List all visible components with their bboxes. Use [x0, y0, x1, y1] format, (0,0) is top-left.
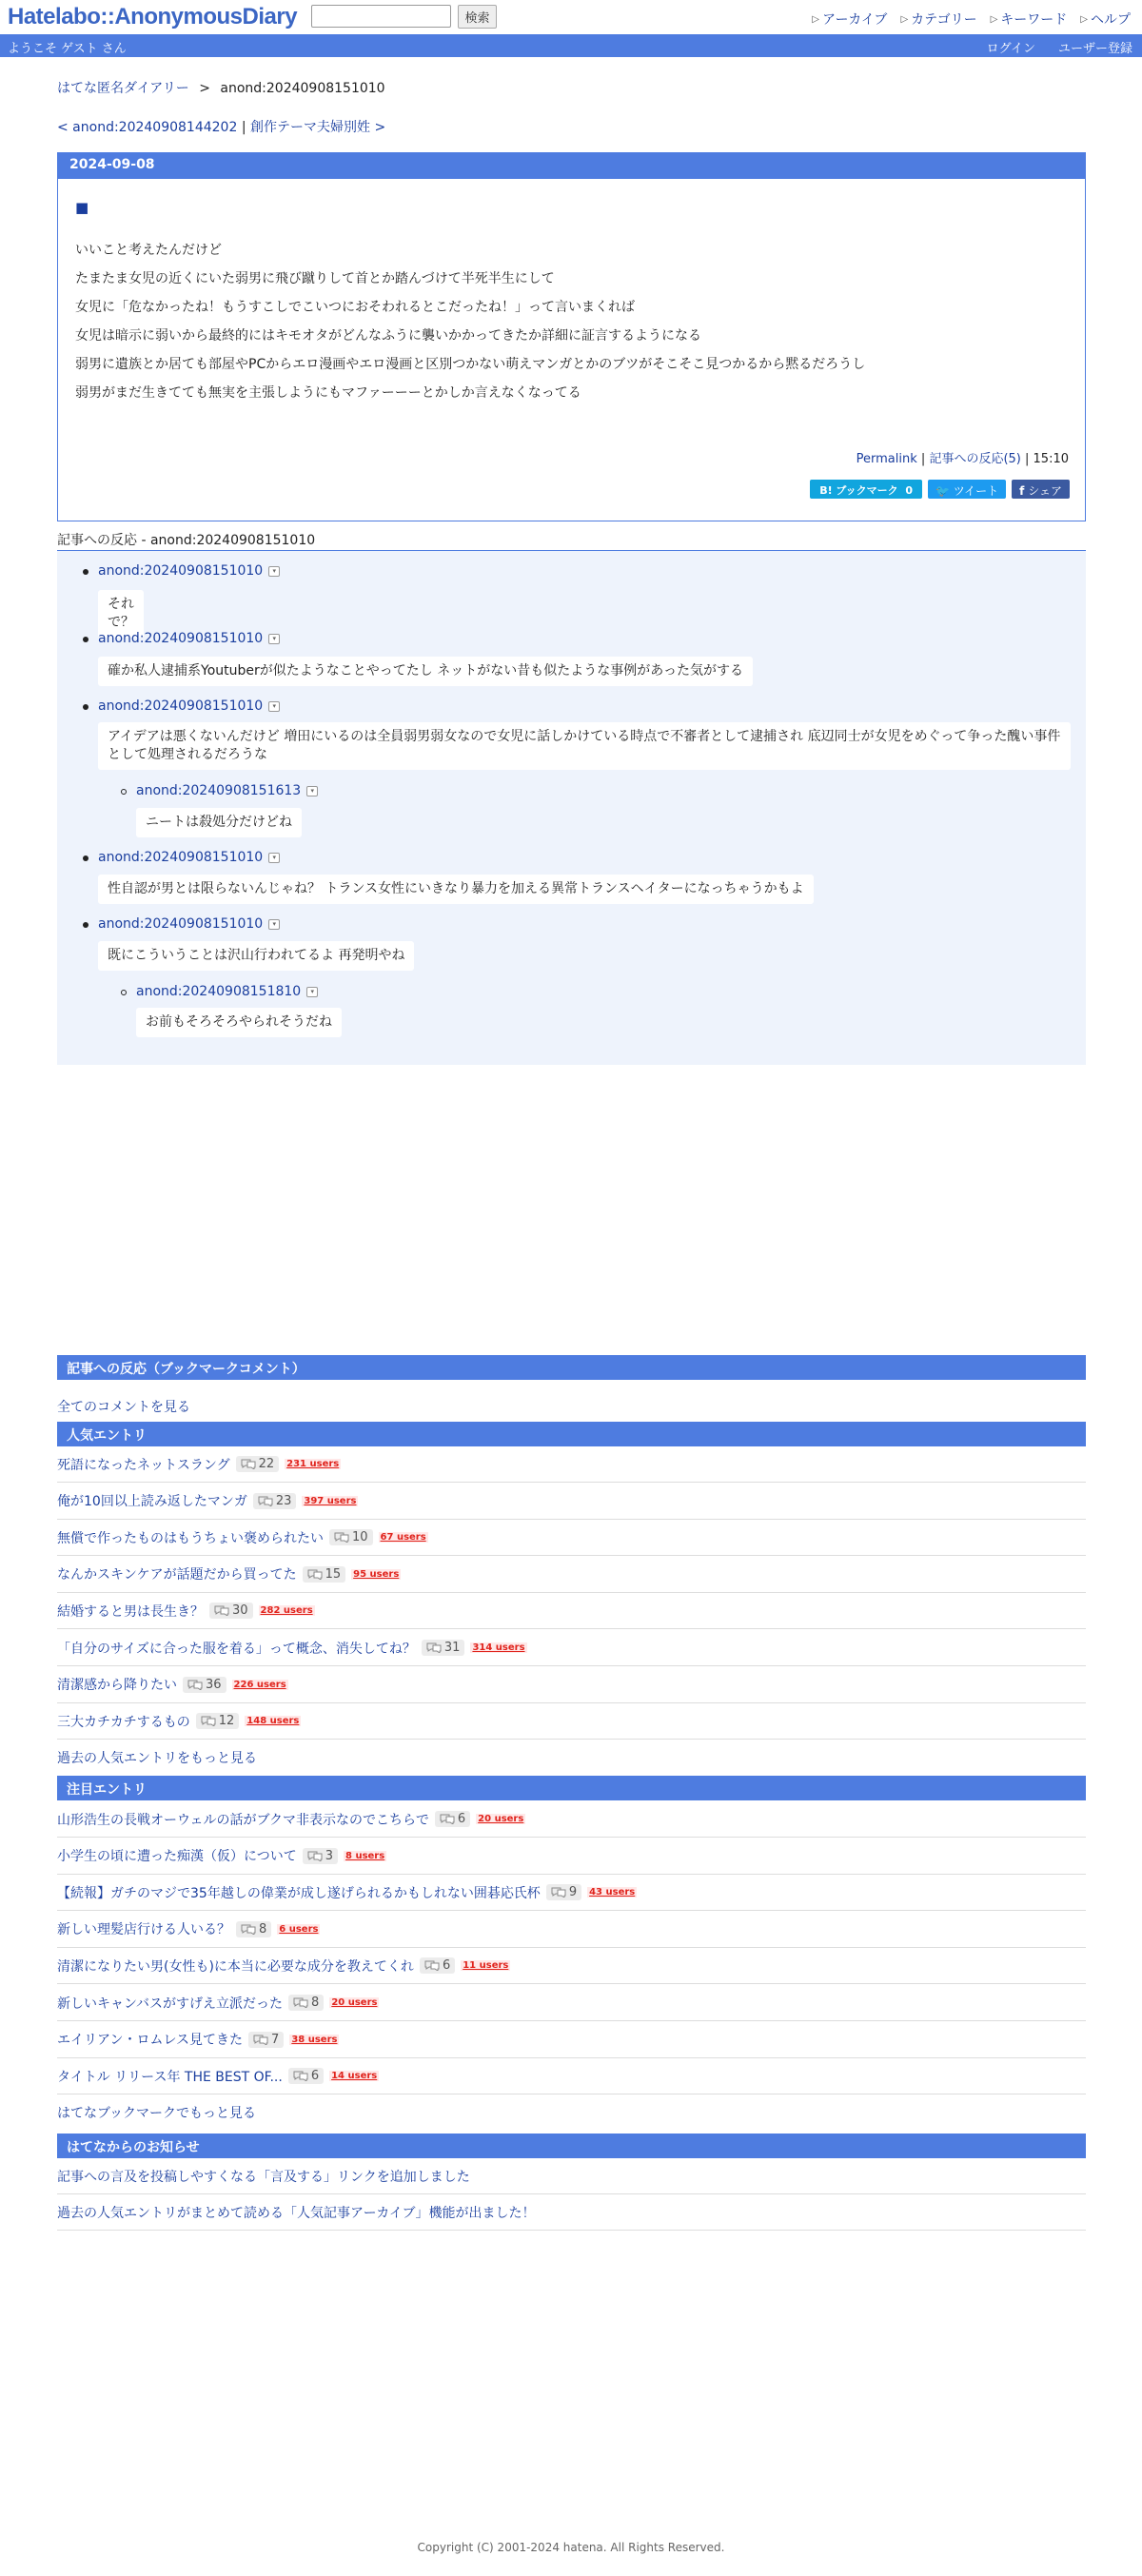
- comment-icon: [241, 1924, 256, 1935]
- bookmark-users-badge[interactable]: 282 users: [260, 1605, 313, 1617]
- nav-category[interactable]: ▷ カテゴリー: [900, 12, 977, 28]
- notable-row: [57, 1985, 1086, 2021]
- dropdown-icon[interactable]: ▾: [268, 566, 280, 577]
- comment-icon: [241, 1459, 256, 1469]
- popular-title-link[interactable]: 俺が10回以上読み返したマンガ: [57, 1494, 247, 1510]
- reaction-text: お前もそろそろやられそうだね: [136, 1008, 342, 1037]
- prev-next-nav: [57, 117, 1085, 136]
- popular-row: [57, 1446, 1086, 1483]
- popular-title-link[interactable]: 無償で作ったものはもうちょい褒められたい: [57, 1530, 324, 1546]
- popular-title-link[interactable]: 三大カチカチするもの: [57, 1714, 190, 1730]
- reaction-link[interactable]: anond:20240908151010: [98, 563, 264, 579]
- bookmark-users-badge[interactable]: 8 users: [345, 1850, 385, 1861]
- reaction-link[interactable]: anond:20240908151010: [98, 850, 264, 865]
- reaction-link[interactable]: anond:20240908151810: [136, 984, 302, 999]
- bullet: [83, 637, 89, 642]
- reaction-link[interactable]: anond:20240908151010: [98, 698, 264, 714]
- reaction-item: [98, 563, 280, 579]
- prev-entry-link[interactable]: < anond:20240908144202: [57, 120, 238, 135]
- popular-row: [57, 1520, 1086, 1556]
- comment-count-badge[interactable]: 8: [288, 1995, 324, 2011]
- comment-icon: [551, 1887, 566, 1898]
- reaction-text: それで？: [98, 590, 144, 638]
- popular-row: [57, 1557, 1086, 1593]
- comment-count-badge[interactable]: 23: [253, 1493, 297, 1509]
- news-link[interactable]: 過去の人気エントリがまとめて読める「人気記事アーカイブ」機能が出ました！: [57, 2205, 536, 2221]
- copyright: Copyright (C) 2001-2024 hatena. All Rights Reserved.: [417, 2541, 725, 2554]
- entry-paragraph: 女児に「危なかったね！もうすこしでこいつにおそわれるとこだったね！」って言いまくれば: [75, 300, 635, 315]
- entry-date: 2024-09-08: [58, 153, 1085, 179]
- reactions-list: [57, 551, 1086, 1065]
- dropdown-icon[interactable]: ▾: [268, 853, 280, 863]
- popular-row: [57, 1667, 1086, 1703]
- news-item: [57, 2194, 1086, 2231]
- dropdown-icon[interactable]: ▾: [268, 701, 280, 712]
- comment-icon: [258, 1496, 273, 1506]
- share-button[interactable]: f シェア: [1012, 480, 1070, 499]
- entry-paragraph: 弱男がまだ生きてても無実を主張しようにもマファーーーとかしか言えなくなってる: [75, 385, 581, 401]
- login-link[interactable]: ログイン: [986, 42, 1035, 56]
- bookmark-users-badge[interactable]: 43 users: [589, 1887, 636, 1898]
- bullet: [83, 569, 89, 575]
- bookmark-users-badge[interactable]: 95 users: [353, 1568, 400, 1580]
- bookmark-users-badge[interactable]: 148 users: [246, 1716, 300, 1727]
- notable-row: [57, 1875, 1086, 1911]
- comment-icon: [307, 1569, 323, 1580]
- comment-icon: [440, 1814, 455, 1824]
- entry-body: [75, 243, 865, 414]
- reaction-link[interactable]: anond:20240908151010: [98, 916, 264, 932]
- popular-row: [57, 1484, 1086, 1520]
- comment-count-badge[interactable]: 30: [209, 1603, 253, 1619]
- comment-icon: [187, 1680, 203, 1690]
- bullet: [121, 990, 127, 995]
- comment-count-badge[interactable]: 7: [248, 2032, 284, 2048]
- comment-icon: [307, 1851, 323, 1861]
- notable-row: [57, 1912, 1086, 1948]
- comment-icon: [293, 2071, 308, 2081]
- popular-row: [57, 1703, 1086, 1740]
- breadcrumb: [57, 78, 1085, 97]
- reaction-item: [136, 783, 318, 798]
- comment-count-badge[interactable]: 31: [422, 1640, 465, 1656]
- entry-footer: Permalink | 記事への反応(5) | 15:10: [856, 452, 1069, 466]
- comment-count-badge[interactable]: 12: [196, 1713, 240, 1729]
- reactions-title: 記事への反応 - anond:20240908151010: [57, 530, 1086, 551]
- bookmark-users-badge[interactable]: 38 users: [291, 2034, 338, 2045]
- site-logo[interactable]: Hatelabo::AnonymousDiary: [8, 4, 298, 29]
- nav-keyword[interactable]: ▷ キーワード: [990, 12, 1068, 28]
- dropdown-icon[interactable]: ▾: [268, 634, 280, 644]
- diary-entry: [57, 152, 1086, 521]
- dropdown-icon[interactable]: ▾: [306, 987, 318, 997]
- news-link[interactable]: 記事への言及を投稿しやすくなる「言及する」リンクを追加しました: [57, 2169, 470, 2185]
- reaction-item: [98, 631, 280, 646]
- popular-title-link[interactable]: 死語になったネットスラング: [57, 1457, 230, 1473]
- top-nav: [812, 10, 1131, 29]
- comment-icon: [253, 2035, 268, 2045]
- breadcrumb-home[interactable]: はてな匿名ダイアリー: [57, 81, 189, 96]
- comment-icon: [293, 1997, 308, 2008]
- notable-row: [57, 1801, 1086, 1838]
- notable-title-link[interactable]: タイトル リリース年 THE BEST OF...: [57, 2069, 283, 2085]
- comment-count-badge[interactable]: 36: [183, 1677, 226, 1693]
- reaction-text: アイデアは悪くないんだけど 増田にいるのは全員弱男弱女なので女児に話しかけている時点で不審者として逮捕され 底辺同士が女児をめぐって争った醜い事件として処理されるだろうな: [98, 722, 1071, 770]
- triangle-icon: ▷: [900, 13, 909, 25]
- comment-icon: [424, 1960, 440, 1971]
- breadcrumb-separator: >: [199, 81, 210, 96]
- entry-paragraph: いいこと考えたんだけど: [75, 243, 222, 258]
- dropdown-icon[interactable]: ▾: [306, 786, 318, 796]
- comment-count-badge[interactable]: 22: [236, 1456, 280, 1472]
- reaction-text: ニートは殺処分だけどね: [136, 808, 302, 837]
- notable-title-link[interactable]: エイリアン・ロムレス見てきた: [57, 2033, 244, 2049]
- popular-title-link[interactable]: なんかスキンケアが話題だから買ってた: [57, 1567, 297, 1583]
- popular-title-link[interactable]: 結婚すると男は長生き？: [57, 1603, 204, 1620]
- dropdown-icon[interactable]: ▾: [268, 919, 280, 930]
- bookmark-users-badge[interactable]: 20 users: [478, 1814, 524, 1824]
- notable-title-link[interactable]: 【続報】ガチのマジで35年越しの偉業が成し遂げられるかもしれない囲碁応氏杯: [57, 1885, 541, 1901]
- nav-divider: |: [241, 120, 246, 135]
- comment-icon: [426, 1642, 442, 1653]
- nav-archive[interactable]: ▷ アーカイブ: [812, 12, 888, 28]
- entry-paragraph: 弱男に遺族とか居ても部屋やPCからエロ漫画やエロ漫画と区別つかない萌えマンガとかのブツがそこそこ見つかるから黙るだろうし: [75, 357, 866, 372]
- comment-icon: [201, 1716, 216, 1726]
- comment-count-badge[interactable]: 6: [435, 1811, 470, 1827]
- notable-title-link[interactable]: 清潔になりたい男(女性も)に本当に必要な成分を教えてくれ: [57, 1958, 414, 1975]
- news-item: [57, 2158, 1086, 2194]
- bookmark-users-badge[interactable]: 226 users: [233, 1679, 286, 1690]
- bullet: [121, 789, 127, 795]
- facebook-icon: f: [1019, 484, 1025, 498]
- search-button[interactable]: 検索: [458, 5, 497, 29]
- notable-row: [57, 1948, 1086, 1984]
- comment-count-badge[interactable]: 9: [546, 1884, 581, 1900]
- popular-more-link[interactable]: 過去の人気エントリをもっと見る: [57, 1751, 257, 1766]
- notable-title-link[interactable]: 小学生の頃に遭った痴漢（仮）について: [57, 1849, 297, 1865]
- reaction-item: [98, 916, 280, 932]
- welcome-text: ようこそ ゲスト さん: [8, 42, 127, 56]
- next-entry-link[interactable]: 創作テーマ夫婦別姓 >: [250, 120, 386, 135]
- bookmark-users-badge[interactable]: 11 users: [463, 1960, 509, 1972]
- social-buttons: [810, 480, 1070, 499]
- notable-title-link[interactable]: 新しい理髪店行ける人いる？: [57, 1922, 230, 1938]
- bookmark-users-badge[interactable]: 397 users: [304, 1495, 357, 1506]
- bookmark-comments-header: 記事への反応（ブックマークコメント）: [57, 1355, 1086, 1380]
- comment-count-badge[interactable]: 3: [303, 1848, 338, 1864]
- nav-help[interactable]: ▷ ヘルプ: [1080, 12, 1131, 28]
- triangle-icon: ▷: [812, 13, 819, 25]
- all-comments-link[interactable]: 全てのコメントを見る: [57, 1400, 190, 1415]
- reactions-link[interactable]: 記事への反応(5): [929, 452, 1021, 466]
- reaction-link[interactable]: anond:20240908151613: [136, 783, 302, 798]
- entry-title-link[interactable]: ■: [75, 199, 89, 216]
- bullet: [83, 855, 89, 861]
- notable-row: [57, 2058, 1086, 2094]
- bookmark-users-badge[interactable]: 6 users: [279, 1923, 319, 1935]
- tweet-button[interactable]: 🐦 ツイート: [928, 480, 1006, 499]
- register-link[interactable]: ユーザー登録: [1057, 42, 1132, 56]
- reaction-item: [98, 698, 280, 714]
- bullet: [83, 704, 89, 710]
- notable-row: [57, 1839, 1086, 1875]
- bookmark-count: 0: [905, 484, 913, 497]
- account-links: [987, 38, 1132, 56]
- popular-row: [57, 1630, 1086, 1666]
- permalink[interactable]: Permalink: [856, 452, 917, 466]
- reaction-text: 性自認が男とは限らないんじゃね？ トランス女性にいきなり暴力を加える異常トランスヘイターになっちゃうかもよ: [98, 875, 814, 904]
- news-header: はてなからのお知らせ: [57, 2134, 1086, 2158]
- bookmark-users-badge[interactable]: 14 users: [331, 2071, 378, 2082]
- comment-count-badge[interactable]: 8: [236, 1921, 271, 1937]
- breadcrumb-current: anond:20240908151010: [220, 81, 385, 96]
- site-header: [0, 0, 1142, 34]
- entry-time: 15:10: [1033, 452, 1069, 466]
- comment-count-badge[interactable]: 15: [303, 1566, 346, 1583]
- notable-header: 注目エントリ: [57, 1776, 1086, 1800]
- popular-row: [57, 1593, 1086, 1629]
- bullet: [83, 922, 89, 928]
- comment-count-badge[interactable]: 10: [329, 1529, 373, 1545]
- comment-icon: [334, 1532, 349, 1543]
- notable-more-link[interactable]: はてなブックマークでもっと見る: [57, 2106, 257, 2121]
- popular-header: 人気エントリ: [57, 1422, 1086, 1446]
- reaction-text: 確か私人逮捕系Youtuberが似たようなことやってたし ネットがない昔も似たような事例があった気がする: [98, 657, 753, 686]
- bookmark-users-badge[interactable]: 314 users: [472, 1642, 525, 1653]
- comment-icon: [214, 1605, 229, 1616]
- bookmark-button[interactable]: B! ブックマーク 0: [810, 480, 922, 499]
- popular-title-link[interactable]: 「自分のサイズに合った服を着る」って概念、消失してね？: [57, 1641, 416, 1657]
- reaction-link[interactable]: anond:20240908151010: [98, 631, 264, 646]
- reaction-text: 既にこういうことは沢山行われてるよ 再発明やね: [98, 941, 414, 971]
- bookmark-users-badge[interactable]: 67 users: [380, 1532, 426, 1544]
- popular-title-link[interactable]: 清潔感から降りたい: [57, 1678, 177, 1694]
- notable-row: [57, 2022, 1086, 2058]
- triangle-icon: ▷: [1080, 13, 1088, 25]
- notable-title-link[interactable]: 新しいキャンバスがすげえ立派だった: [57, 1996, 284, 2012]
- comment-count-badge[interactable]: 6: [420, 1957, 455, 1974]
- triangle-icon: ▷: [990, 13, 998, 25]
- reaction-item: [98, 850, 280, 865]
- search-input[interactable]: [311, 5, 451, 28]
- bookmark-users-badge[interactable]: 231 users: [286, 1459, 340, 1469]
- user-bar: [0, 34, 1142, 57]
- entry-paragraph: 女児は暗示に弱いから最終的にはキモオタがどんなふうに襲いかかってきたか詳細に証言するようになる: [75, 328, 701, 344]
- twitter-icon: 🐦: [935, 484, 950, 498]
- entry-paragraph: たまたま女児の近くにいた弱男に飛び蹴りして首とか踏んづけて半死半生にして: [75, 271, 555, 286]
- comment-count-badge[interactable]: 6: [288, 2068, 324, 2084]
- reaction-item: [136, 984, 318, 999]
- notable-title-link[interactable]: 山形浩生の長戦オーウェルの話がブクマ非表示なのでこちらで: [57, 1812, 429, 1828]
- bookmark-users-badge[interactable]: 20 users: [331, 1997, 378, 2008]
